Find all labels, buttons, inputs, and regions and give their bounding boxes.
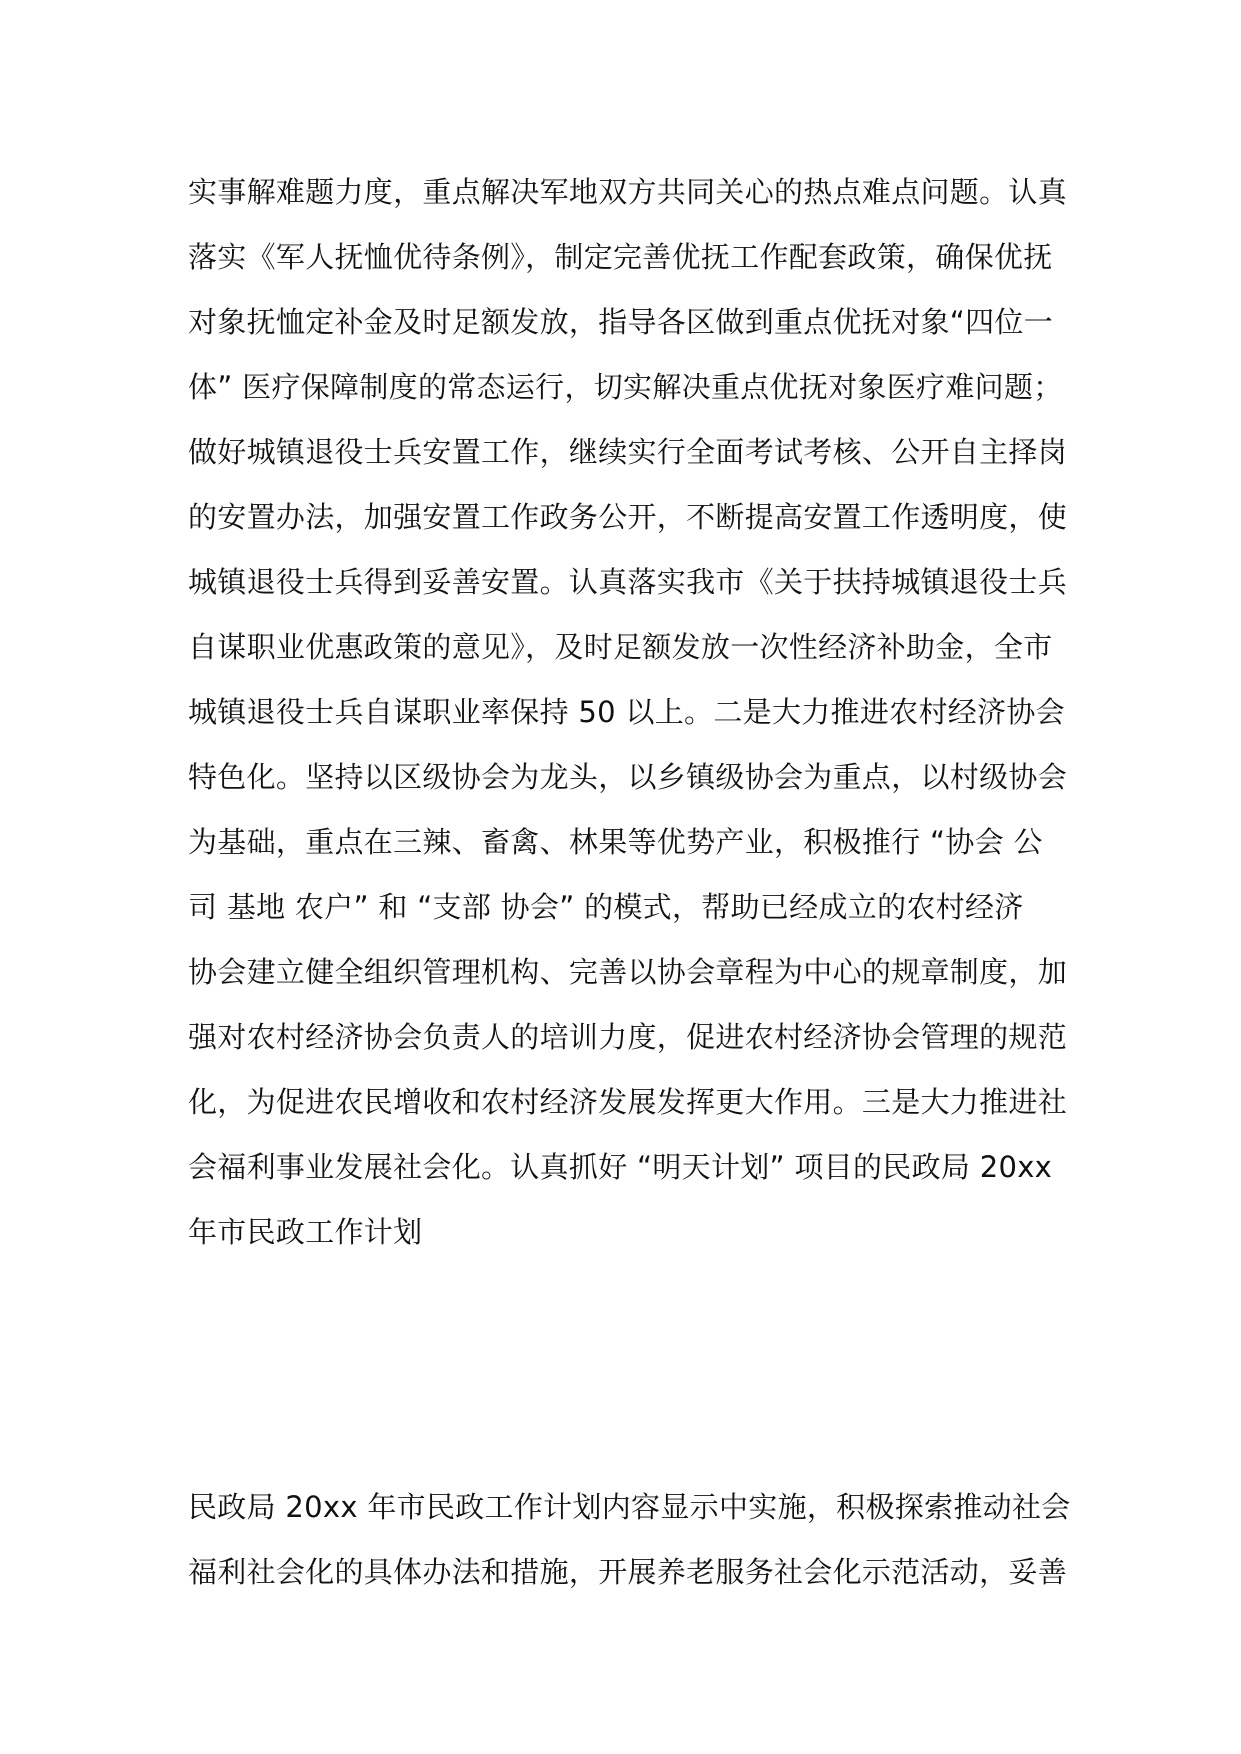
paragraph-1 xyxy=(188,160,1068,1265)
text-line: 城镇退役士兵自谋职业率保持 50 以上。二是大力推进农村经济协会 xyxy=(188,695,1065,729)
text-line: 会福利事业发展社会化。认真抓好 “明天计划” 项目的民政局 20xx xyxy=(188,1150,1053,1184)
text-line: 落实《军人抚恤优待条例》，制定完善优抚工作配套政策，确保优抚 xyxy=(188,240,1053,274)
text-line: 城镇退役士兵得到妥善安置。认真落实我市《关于扶持城镇退役士兵 xyxy=(188,565,1068,599)
paragraph-2 xyxy=(188,1475,1071,1605)
text-line: 对象抚恤定补金及时足额发放，指导各区做到重点优抚对象“四位一 xyxy=(188,305,1054,339)
text-line: 强对农村经济协会负责人的培训力度，促进农村经济协会管理的规范 xyxy=(188,1020,1068,1054)
text-line: 福利社会化的具体办法和措施，开展养老服务社会化示范活动，妥善 xyxy=(188,1555,1068,1589)
text-line: 年市民政工作计划 xyxy=(188,1215,423,1249)
text-line: 做好城镇退役士兵安置工作，继续实行全面考试考核、公开自主择岗 xyxy=(188,435,1068,469)
text-line: 体” 医疗保障制度的常态运行，切实解决重点优抚对象医疗难问题； xyxy=(188,370,1063,404)
text-line: 协会建立健全组织管理机构、完善以协会章程为中心的规章制度，加 xyxy=(188,955,1068,989)
text-line: 司 基地 农户” 和 “支部 协会” 的模式，帮助已经成立的农村经济 xyxy=(188,890,1024,924)
text-line: 实事解难题力度，重点解决军地双方共同关心的热点难点问题。认真 xyxy=(188,175,1068,209)
text-line: 特色化。坚持以区级协会为龙头，以乡镇级协会为重点，以村级协会 xyxy=(188,760,1068,794)
text-line: 为基础，重点在三辣、畜禽、林果等优势产业，积极推行 “协会 公 xyxy=(188,825,1043,859)
text-line: 民政局 20xx 年市民政工作计划内容显示中实施，积极探索推动社会 xyxy=(188,1490,1071,1524)
text-line: 自谋职业优惠政策的意见》，及时足额发放一次性经济补助金，全市 xyxy=(188,630,1053,664)
text-line: 的安置办法，加强安置工作政务公开，不断提高安置工作透明度，使 xyxy=(188,500,1068,534)
text-line: 化，为促进农民增收和农村经济发展发挥更大作用。三是大力推进社 xyxy=(188,1085,1068,1119)
